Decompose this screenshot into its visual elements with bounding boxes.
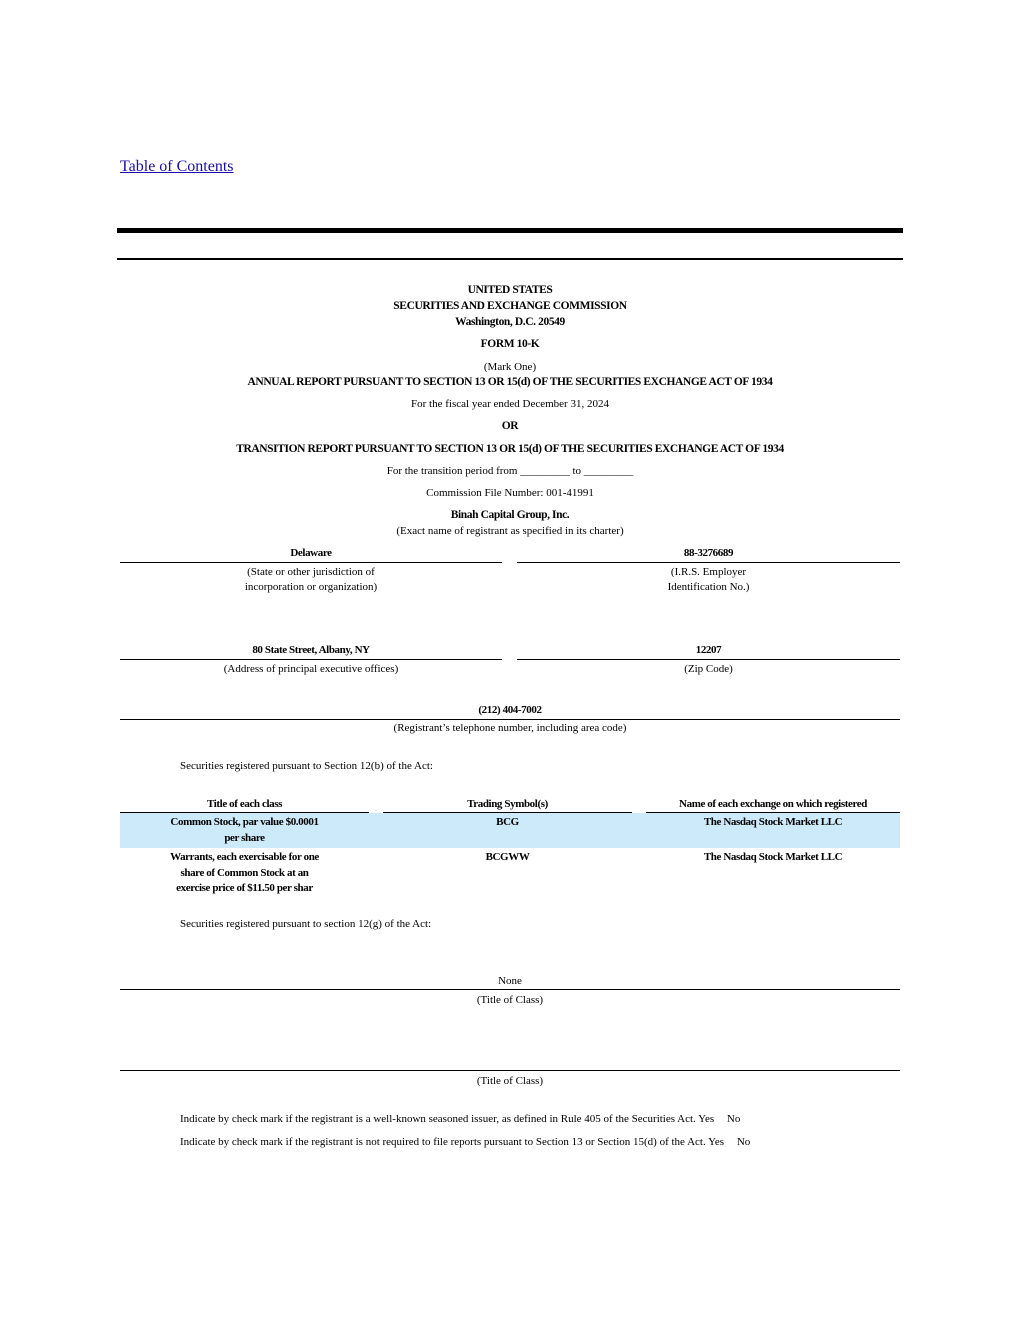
not-required-no[interactable]: No	[736, 1136, 751, 1148]
wksi-yes[interactable]: Yes	[698, 1113, 715, 1125]
state-underline	[120, 562, 502, 563]
wksi-check-row	[180, 1113, 740, 1125]
exchange-cell: The Nasdaq Stock Market LLC	[703, 851, 843, 863]
commission-file-number: Commission File Number: 001-41991	[426, 487, 594, 499]
address-value: 80 State Street, Albany, NY	[252, 644, 370, 656]
security-title-cell	[120, 848, 369, 899]
top-thick-rule	[117, 228, 903, 233]
header-washington: Washington, D.C. 20549	[455, 316, 565, 328]
column-gap	[632, 797, 646, 813]
column-header-title: Title of each class	[120, 797, 369, 813]
column-gap	[369, 813, 383, 849]
ein-underline	[517, 562, 900, 563]
or-text: OR	[501, 420, 519, 432]
table-of-contents-link[interactable]: Table of Contents	[120, 158, 234, 175]
column-gap	[369, 848, 383, 899]
address-underline	[120, 659, 502, 660]
annual-report-heading: ANNUAL REPORT PURSUANT TO SECTION 13 OR 15(d) OF THE SECURITIES EXCHANGE ACT OF 1934	[247, 376, 773, 388]
zip-value: 12207	[695, 644, 722, 656]
not-required-yes[interactable]: Yes	[708, 1136, 725, 1148]
fiscal-year-text: For the fiscal year ended December 31, 2024	[411, 398, 609, 410]
security-title-line-1: Warrants, each exercisable for one	[170, 851, 319, 863]
section-12g-underline-2	[120, 1070, 900, 1071]
ein-caption-line-2: Identification No.)	[667, 581, 750, 593]
state-caption-line-2: incorporation or organization)	[244, 581, 378, 593]
phone-underline	[120, 719, 900, 720]
wksi-no[interactable]: No	[726, 1113, 741, 1125]
mark-one: (Mark One)	[483, 361, 537, 373]
column-header-exchange: Name of each exchange on which registered	[646, 797, 900, 813]
registrant-name-caption: (Exact name of registrant as specified in its charter)	[396, 525, 624, 537]
address-caption: (Address of principal executive offices)	[223, 663, 399, 675]
column-gap	[632, 848, 646, 899]
registrant-name: Binah Capital Group, Inc.	[450, 509, 570, 521]
section-12g-underline	[120, 989, 900, 990]
title-of-class-caption-2: (Title of Class)	[476, 1075, 544, 1087]
transition-period-text: For the transition period from _________ to _________	[386, 465, 634, 477]
phone-caption: (Registrant’s telephone number, including area code)	[393, 722, 627, 734]
table-header-row	[120, 797, 900, 813]
wksi-text: Indicate by check mark if the registrant is a well-known seasoned issuer, as defined in Rule 405 of the Securities Act.	[180, 1113, 696, 1125]
not-required-check-row	[180, 1136, 750, 1148]
transition-report-heading: TRANSITION REPORT PURSUANT TO SECTION 13 OR 15(d) OF THE SECURITIES EXCHANGE ACT OF 1934	[236, 443, 784, 455]
state-value: Delaware	[290, 547, 332, 559]
header-united-states: UNITED STATES	[467, 284, 553, 296]
column-header-symbol: Trading Symbol(s)	[383, 797, 632, 813]
column-gap	[632, 813, 646, 849]
title-of-class-caption-1: (Title of Class)	[476, 994, 544, 1006]
form-title: FORM 10-K	[480, 338, 540, 350]
ein-value: 88-3276689	[683, 547, 734, 559]
zip-caption: (Zip Code)	[684, 663, 733, 675]
security-title-line-3: exercise price of $11.50 per shar	[176, 882, 313, 894]
column-gap	[369, 797, 383, 813]
ein-caption-line-1: (I.R.S. Employer	[670, 566, 747, 578]
ein-caption	[517, 565, 900, 595]
state-caption	[120, 565, 502, 595]
zip-underline	[517, 659, 900, 660]
security-title-cell	[120, 813, 369, 849]
section-12b-table	[120, 797, 900, 899]
table-row	[120, 813, 900, 849]
section-12g-intro: Securities registered pursuant to section 12(g) of the Act:	[180, 918, 432, 930]
top-thin-rule	[117, 258, 903, 260]
state-caption-line-1: (State or other jurisdiction of	[247, 566, 375, 578]
security-title-line-1: Common Stock, par value $0.0001	[170, 816, 319, 828]
not-required-text: Indicate by check mark if the registrant is not required to file reports pursuant to Section 13 or Section 15(d) of the Act.	[180, 1136, 706, 1148]
trading-symbol-cell: BCG	[383, 813, 632, 849]
security-title-line-2: share of Common Stock at an	[180, 866, 309, 879]
trading-symbol-cell: BCGWW	[485, 851, 530, 863]
phone-value: (212) 404-7002	[478, 704, 542, 716]
exchange-cell: The Nasdaq Stock Market LLC	[646, 813, 900, 849]
security-title-line-2: per share	[224, 831, 265, 844]
section-12g-value: None	[498, 975, 522, 987]
table-row	[120, 848, 900, 899]
header-sec: SECURITIES AND EXCHANGE COMMISSION	[393, 300, 627, 312]
section-12b-intro: Securities registered pursuant to Section 12(b) of the Act:	[180, 760, 433, 772]
